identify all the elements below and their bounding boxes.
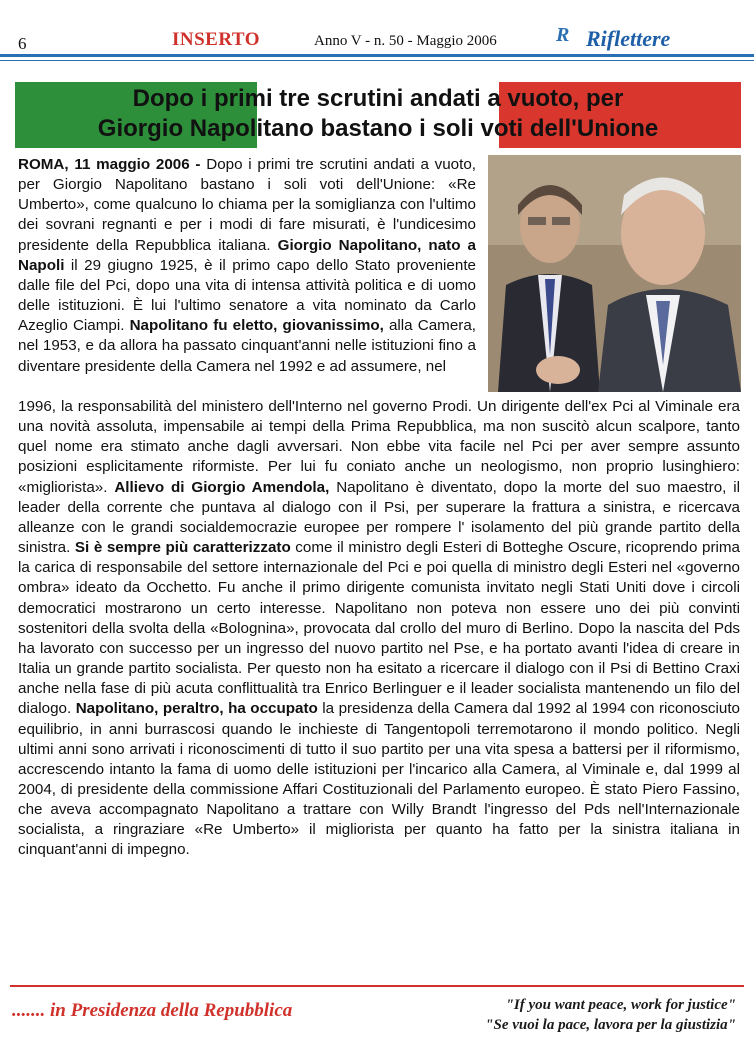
article-paragraph: la presidenza della Camera dal 1992 al 1994 con riconosciuto equilibrio, in anni burrascosi quando le inchieste di Tangentopoli terremotarono il mondo politico. Negli ultimi anni sono arrivati i riconoscimenti di tutto il suo partito per una vita spesa a battersi per il riformismo, accrescendo intanto la fama di uomo delle istituzioni per l'incarico alla Camera, al Viminale e, dal 1999 al 2004, di presidente della commissione Affari Costituzionali del Parlamento europeo. È stato Piero Fassino, che aveva accompagnato Napolitano a trattare con Willy Brandt l'ingresso del Pds nell'Internazionale socialista, a ringraziare «Re Umberto» il migliorista per quanto ha fatto per la sinistra italiana in cinquant'anni di impegno. (18, 700, 741, 859)
photo-illustration-icon (488, 155, 741, 392)
article-highlight: Napolitano fu eletto, giovanissimo, (129, 317, 384, 335)
article-headline (15, 84, 741, 144)
article-highlight: Allievo di Giorgio Amendola, (114, 478, 330, 496)
article-paragraph: il 29 giugno 1925, è il primo capo dello Stato proveniente dalle file del Pci, dopo una vita di intensa attività politica e di uomo delle istituzioni. È lui l'ultimo senatore a vita nominato da Carlo Azeglio Ciampi. (18, 256, 476, 335)
headline-line-1: Dopo i primi tre scrutini andati a vuoto, per (132, 85, 624, 112)
page-number: 6 (18, 34, 27, 53)
magazine-logo (556, 24, 742, 54)
footer-section: ....... in Presidenza della Repubblica (12, 1000, 293, 1021)
article-body (18, 397, 740, 861)
footer-rule (10, 985, 744, 987)
article-dateline: ROMA, 11 maggio 2006 - (18, 156, 201, 173)
logo-text: Riflettere (586, 26, 671, 51)
header-rule-thin (0, 60, 754, 61)
section-label: INSERTO (172, 29, 261, 50)
article-paragraph: alla Camera, nel 1953, e da allora ha passato cinquant'anni nelle istituzioni fino a diventare presidente della Camera nel 1992 e ad assumere, nel (18, 317, 476, 375)
logo-mark-icon: R (556, 24, 570, 46)
header-rule (0, 54, 754, 57)
article-paragraph: Dopo i primi tre scrutini andati a vuoto, per Giorgio Napolitano bastano i soli voti dell'Unione: «Re Umberto», come qualcuno lo chiama per la somiglianza con l'ultimo dei sovrani regnanti e per i modi di fare misurati, è l'undicesimo presidente della Repubblica italiana. (18, 156, 477, 254)
footer-motto (485, 995, 736, 1035)
article-paragraph: 1996, la responsabilità del ministero dell'Interno nel governo Prodi. Un dirigente dell'ex Pci al Viminale era una novità assoluta, impensabile ai tempi della Prima Repubblica, ma non suscitò alcun scalpore, tanto quel nome era stimato anche dagli avversari. Non ebbe vita facile nel Pci per aver sempre assunto posizioni esplicitamente riformiste. Per lui fu coniato anche un neologismo, non proprio lusinghiero: «migliorista». (18, 398, 740, 496)
article-highlight: Giorgio Napolitano, nato a Napoli (18, 236, 477, 274)
article-paragraph: Napolitano è diventato, dopo la morte del suo maestro, il leader della corrente che puntava al dialogo con il Psi, per superare la frattura a sinistra, e ricercava alleanze con le grandi socialdemocrazie europee per rompere l' isolamento del più grande partito della sinistra. (18, 478, 740, 557)
article-highlight: Si è sempre più caratterizzato (74, 539, 291, 557)
motto-english: "If you want peace, work for justice" (505, 997, 736, 1013)
article-paragraph: come il ministro degli Esteri di Botteghe Oscure, ricoprendo prima la carica di responsabile del settore internazionale del Pci e poi quella di ministro degli Esteri nel «governo ombra» ideato da Occhetto. Fu anche il primo dirigente comunista invitato negli Stati Uniti dove i circoli democratici mostrarono un certo interesse. Napolitano non poteva non essere uno dei più convinti sostenitori della svolta della «Bolognina», provocata dal crollo del muro di Berlino. Dopo la nascita del Pds ha lavorato con successo per un ingresso del nuovo partito nel Pse, e ha portato avanti l'idea di creare in Italia un grande partito socialista. Per questo non ha esitato a ricercare il dialogo con il Psi di Bettino Craxi anche nella fase di più acuta conflittualità tra Enrico Berlinguer e il leader socialista mantenendo un filo del dialogo. (18, 539, 740, 718)
motto-italian: "Se vuoi la pace, lavora per la giustizia" (485, 1017, 736, 1033)
photo-napolitano (488, 155, 741, 392)
page-header (0, 0, 754, 70)
issue-info: Anno V - n. 50 - Maggio 2006 (314, 33, 497, 49)
article-intro (18, 155, 476, 377)
headline-line-2: Giorgio Napolitano bastano i soli voti dell'Unione (97, 115, 659, 142)
article-highlight: Napolitano, peraltro, ha occupato (75, 700, 318, 718)
